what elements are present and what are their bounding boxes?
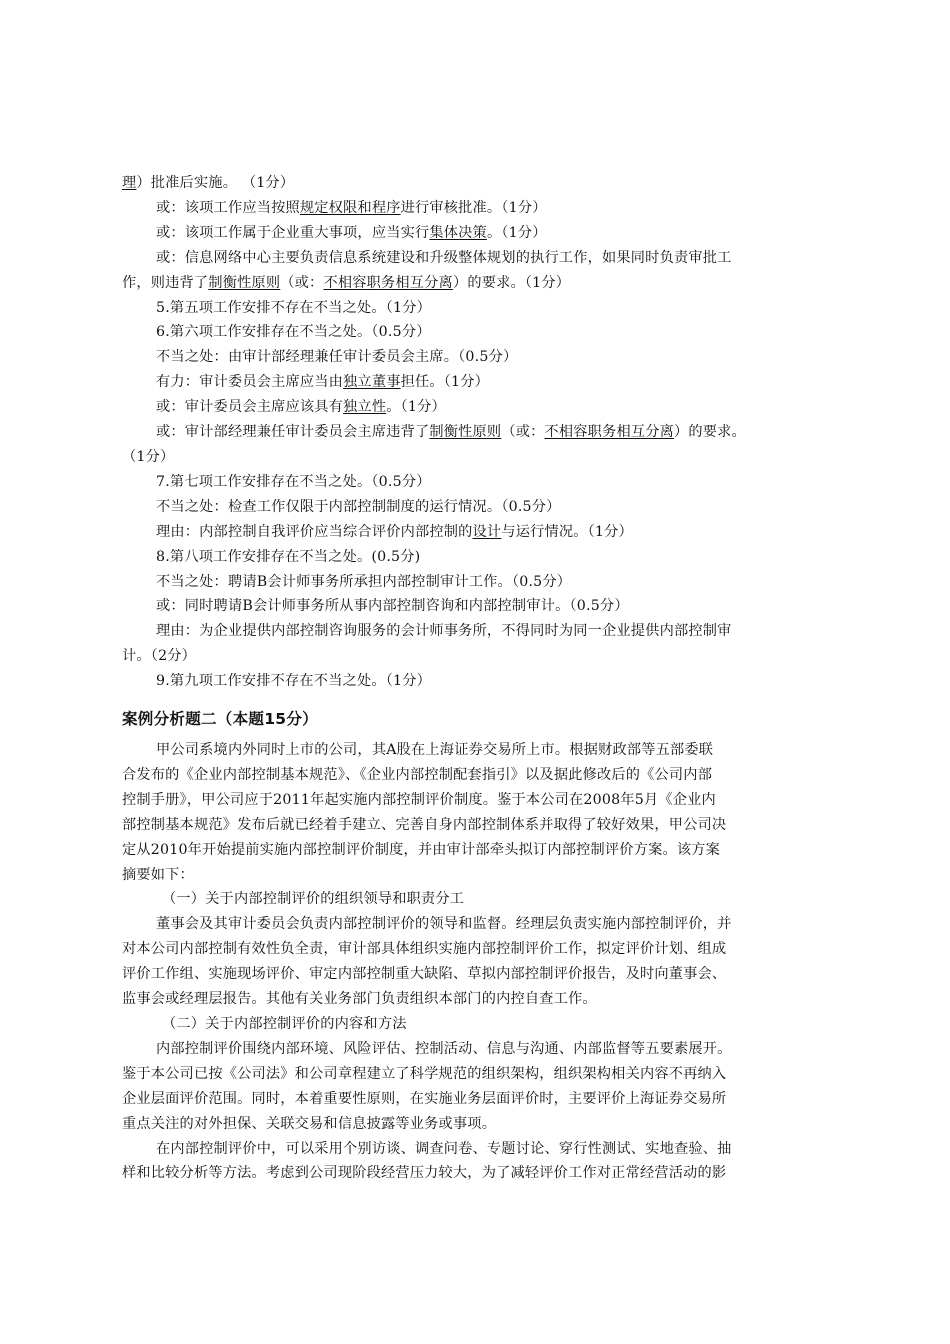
text-segment: 重点关注的对外担保、关联交易和信息披露等业务或事项。 bbox=[122, 1115, 497, 1132]
text-line bbox=[122, 669, 828, 694]
text-segment: 理由：内部控制自我评价应当综合评价内部控制的 bbox=[156, 523, 473, 540]
text-segment: 董事会及其审计委员会负责内部控制评价的领导和监督。经理层负责实施内部控制评价，并 bbox=[156, 916, 732, 933]
text-line bbox=[122, 644, 828, 669]
text-line bbox=[122, 912, 828, 937]
text-segment: 。（1分） bbox=[386, 399, 446, 416]
text-segment: ）批准后实施。 （1分） bbox=[136, 175, 295, 191]
text-line bbox=[122, 470, 828, 495]
text-line bbox=[122, 171, 828, 196]
text-line bbox=[122, 320, 828, 345]
text-segment: 5.第五项工作安排不存在不当之处。（1分） bbox=[156, 299, 432, 316]
text-line bbox=[122, 370, 828, 395]
text-line bbox=[122, 345, 828, 370]
underlined-term: 不相容职务相互分离 bbox=[323, 274, 453, 291]
text-segment: 或：审计部经理兼任审计委员会主席违背了 bbox=[156, 424, 430, 441]
text-line bbox=[122, 1087, 828, 1112]
text-segment: 理由：为企业提供内部控制咨询服务的会计师事务所，不得同时为同一企业提供内部控制审 bbox=[156, 623, 732, 640]
text-segment: 计。（2分） bbox=[122, 648, 197, 665]
text-segment: 进行审核批准。（1分） bbox=[400, 199, 547, 216]
text-segment: 8.第八项工作安排存在不当之处。(0.5分) bbox=[156, 548, 421, 565]
text-line bbox=[122, 520, 828, 545]
text-segment: 甲公司系境内外同时上市的公司，其A股在上海证券交易所上市。根据财政部等五部委联 bbox=[156, 742, 714, 759]
text-segment: 合发布的《企业内部控制基本规范》、《企业内部控制配套指引》以及据此修改后的《公司内部 bbox=[122, 766, 713, 783]
text-line bbox=[122, 1161, 828, 1186]
text-segment: 在内部控制评价中，可以采用个别访谈、调查问卷、专题讨论、穿行性测试、实地查验、抽 bbox=[156, 1140, 732, 1157]
text-segment: 企业层面评价范围。同时，本着重要性原则，在实施业务层面评价时，主要评价上海证券交易所 bbox=[122, 1090, 727, 1107]
case-text-block bbox=[122, 738, 828, 1186]
text-segment: 定从2010年开始提前实施内部控制评价制度，并由审计部牵头拟订内部控制评价方案。该方案 bbox=[122, 841, 721, 858]
text-line bbox=[122, 246, 828, 271]
text-line bbox=[122, 619, 828, 644]
text-segment: 担任。（1分） bbox=[400, 374, 490, 391]
text-segment: 鉴于本公司已按《公司法》和公司章程建立了科学规范的组织架构，组织架构相关内容不再纳入 bbox=[122, 1065, 727, 1082]
text-line bbox=[122, 1062, 828, 1087]
text-segment: 控制手册》，甲公司应于2011年起实施内部控制评价制度。鉴于本公司在2008年5月《企业内 bbox=[122, 791, 716, 808]
text-line bbox=[122, 937, 828, 962]
text-line bbox=[122, 738, 828, 763]
underlined-term: 制衡性原则 bbox=[208, 274, 281, 291]
text-segment: （二）关于内部控制评价的内容和方法 bbox=[162, 1016, 407, 1032]
text-line bbox=[122, 221, 828, 246]
underlined-term: 制衡性原则 bbox=[429, 424, 502, 441]
section-heading: 案例分析题二（本题15分） bbox=[122, 710, 318, 729]
text-line bbox=[122, 1112, 828, 1137]
text-segment: 或：该项工作属于企业重大事项，应当实行 bbox=[156, 224, 430, 241]
text-segment: （或： bbox=[280, 274, 324, 291]
text-line bbox=[122, 887, 828, 912]
underlined-term: 理 bbox=[122, 175, 137, 191]
text-segment: 9.第九项工作安排不存在不当之处。（1分） bbox=[156, 673, 432, 690]
answer-block bbox=[122, 171, 828, 694]
underlined-term: 独立性 bbox=[343, 399, 387, 416]
text-segment: 或：同时聘请B会计师事务所从事内部控制咨询和内部控制审计。（0.5分） bbox=[156, 598, 629, 615]
underlined-term: 集体决策 bbox=[429, 224, 487, 241]
text-segment: 对本公司内部控制有效性负全责，审计部具体组织实施内部控制评价工作，拟定评价计划、组成 bbox=[122, 941, 727, 958]
text-segment: 6.第六项工作安排存在不当之处。（0.5分） bbox=[156, 324, 431, 341]
text-line bbox=[122, 495, 828, 520]
text-segment: 不当之处：由审计部经理兼任审计委员会主席。（0.5分） bbox=[156, 349, 518, 366]
text-line bbox=[122, 196, 828, 221]
text-segment: 有力：审计委员会主席应当由 bbox=[156, 374, 344, 391]
text-line bbox=[122, 1137, 828, 1162]
text-line bbox=[122, 271, 828, 296]
text-segment: 与运行情况。（1分） bbox=[501, 523, 633, 540]
text-line bbox=[122, 545, 828, 570]
text-segment: 评价工作组、实施现场评价、审定内部控制重大缺陷、草拟内部控制评价报告，及时向董事会、 bbox=[122, 966, 727, 983]
document-page bbox=[122, 171, 828, 1186]
text-line bbox=[122, 863, 828, 888]
text-line bbox=[122, 296, 828, 321]
text-line bbox=[122, 1037, 828, 1062]
text-segment: 监事会或经理层报告。其他有关业务部门负责组织本部门的内控自查工作。 bbox=[122, 991, 597, 1008]
underlined-term: 不相容职务相互分离 bbox=[544, 424, 674, 441]
text-segment: （一）关于内部控制评价的组织领导和职责分工 bbox=[162, 891, 465, 908]
text-line bbox=[122, 987, 828, 1012]
text-segment: 不当之处：聘请B会计师事务所承担内部控制审计工作。（0.5分） bbox=[156, 573, 572, 590]
underlined-term: 设计 bbox=[472, 523, 502, 540]
text-line bbox=[122, 395, 828, 420]
text-line bbox=[122, 594, 828, 619]
text-line bbox=[122, 570, 828, 595]
text-line bbox=[122, 763, 828, 788]
text-line bbox=[122, 788, 828, 813]
text-line bbox=[122, 1012, 828, 1037]
text-segment: 不当之处：检查工作仅限于内部控制制度的运行情况。（0.5分） bbox=[156, 498, 561, 515]
text-segment: 7.第七项工作安排存在不当之处。（0.5分） bbox=[156, 473, 431, 490]
text-line bbox=[122, 445, 828, 470]
text-segment: 或：该项工作应当按照 bbox=[156, 199, 300, 216]
text-segment: 或：信息网络中心主要负责信息系统建设和升级整体规划的执行工作，如果同时负责审批工 bbox=[156, 249, 732, 266]
text-line bbox=[122, 962, 828, 987]
text-segment: 或：审计委员会主席应该具有 bbox=[156, 399, 344, 416]
text-segment: （或： bbox=[501, 424, 545, 441]
text-segment: 。（1分） bbox=[486, 224, 547, 241]
text-segment: 作，则违背了 bbox=[122, 274, 209, 291]
text-segment: ）的要求。（1分） bbox=[452, 274, 571, 291]
underlined-term: 规定权限和程序 bbox=[299, 199, 401, 216]
text-segment: （1分） bbox=[122, 448, 175, 465]
text-segment: 摘要如下： bbox=[122, 866, 194, 883]
text-line bbox=[122, 813, 828, 838]
text-segment: ）的要求。 bbox=[674, 424, 746, 441]
text-segment: 样和比较分析等方法。考虑到公司现阶段经营压力较大，为了减轻评价工作对正常经营活动的影 bbox=[122, 1165, 727, 1182]
text-segment: 内部控制评价围绕内部环境、风险评估、控制活动、信息与沟通、内部监督等五要素展开。 bbox=[156, 1040, 732, 1057]
underlined-term: 独立董事 bbox=[343, 374, 401, 391]
text-segment: 部控制基本规范》发布后就已经着手建立、完善自身内部控制体系并取得了较好效果，甲公司决 bbox=[122, 816, 727, 833]
text-line bbox=[122, 420, 828, 445]
text-line bbox=[122, 838, 828, 863]
